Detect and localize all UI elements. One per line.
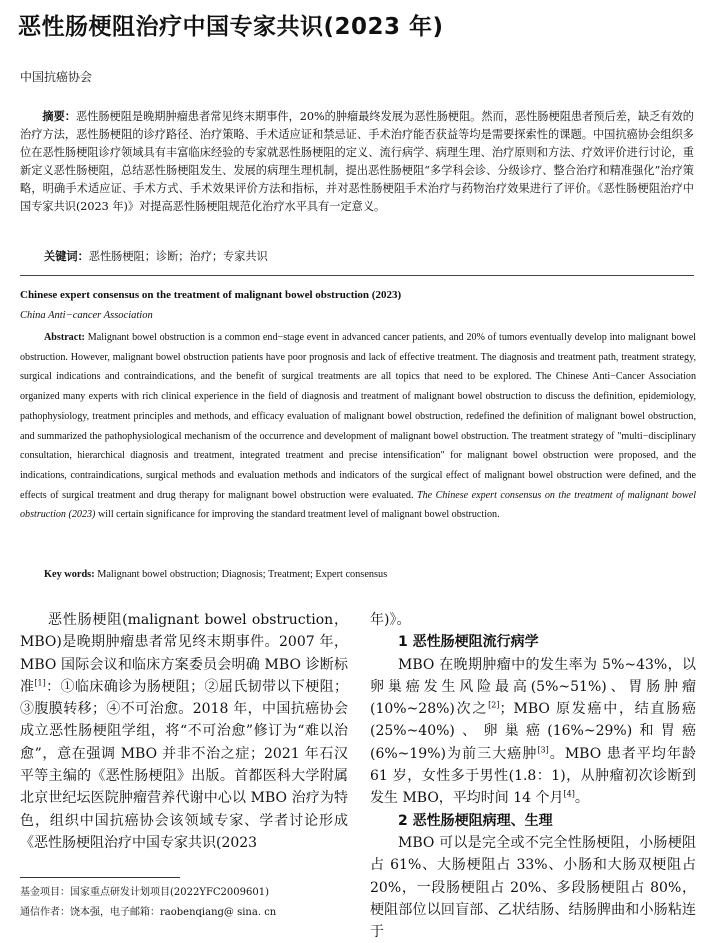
abstract-label: 摘要：: [42, 109, 76, 123]
intro-paragraph: [20, 609, 348, 854]
intro-text-a: 恶性肠梗阻(malignant bowel obstruction，MBO)是晚期肿瘤患者常见终末期事件。2007 年，MBO 国际会议和临床方案委员会明确 MBO 诊断标准: [20, 612, 348, 695]
right-column: [370, 609, 696, 943]
en-abstract-italic: The Chinese expert consensus on the treatment of malignant bowel obstruction (2023): [20, 489, 696, 521]
footnote-correspondence: 通信作者：饶本强，电子邮箱：raobenqiang@ sina. cn: [20, 907, 277, 918]
paper-title: 恶性肠梗阻治疗中国专家共识(2023 年): [18, 14, 444, 40]
citation-ref[interactable]: [4]: [563, 789, 575, 799]
section-heading-1: 1 恶性肠梗阻流行病学: [398, 634, 539, 651]
pathology-paragraph: MBO 可以是完全或不完全性肠梗阻，小肠梗阻占 61%、大肠梗阻占 33%、小肠和大肠双梗阻占 20%，一段肠梗阻占 20%、多段肠梗阻占 80%，梗阻部位以回盲部、乙状结肠、结肠脾曲和小肠粘连于: [370, 834, 696, 941]
english-keywords: [44, 569, 387, 580]
en-abstract-text: Malignant bowel obstruction is a common end−stage event in advanced cancer patients, and 20% of tumors eventually develop into malignant bowel obstruction. However, malignant bowel obstruction patients have poor prognosis and lack of effective treatment. The diagnosis and treatment path, treatment strategy, surgical indications and contraindications, and the benefit of surgical treatments are all topics that need to be explored. The Chinese Anti−Cancer Association organized many experts with rich clinical experience in the field of diagnosis and treatment of malignant bowel obstruction to discuss the definition, epidemiology, pathophysiology, treatment principles and methods, and efficacy evaluation of malignant bowel obstruction, redefined the definition of malignant bowel obstruction, and summarized the pathophysiological mechanism of the occurrence and development of malignant bowel obstruction. The treatment strategy of "multi−disciplinary consultation, hierarchical diagnosis and treatment, integrated treatment and precise intensification" for malignant bowel obstruction were proposed, and the indications, contraindications, surgical methods and evaluation methods and indicators of the surgical effect of malignant bowel obstruction were defined, and the effects of surgical treatment and drug therapy for malignant bowel obstruction were evaluated.: [20, 332, 696, 501]
section-divider: [20, 275, 694, 276]
keywords-text: 恶性肠梗阻；诊断；治疗；专家共识: [88, 250, 268, 263]
continued-text: 年)》。: [370, 612, 411, 628]
en-abstract-tail: will certain significance for improving the standard treatment level of malignant bowel obstruction.: [95, 509, 500, 521]
en-keywords-text: Malignant bowel obstruction; Diagnosis; Treatment; Expert consensus: [97, 569, 388, 580]
en-keywords-label: Key words:: [44, 569, 95, 580]
chinese-keywords: [44, 248, 684, 264]
english-abstract: [20, 328, 696, 525]
citation-ref[interactable]: [2]: [488, 700, 500, 710]
epi-text-a: MBO 在晚期肿瘤中的发生率为 5%~43%，以卵巢癌发生风险最高(5%~51%)、胃肠肿瘤(10%~28%)次之: [370, 656, 696, 718]
left-column: [20, 609, 348, 854]
epi-text-c: 。MBO 患者平均年龄 61 岁，女性多于男性(1.8：1)，从肿瘤初次诊断到发生 MBO，平均时间 14 个月: [370, 745, 697, 807]
author-org: 中国抗癌协会: [20, 70, 93, 84]
citation-ref[interactable]: [1]: [34, 678, 46, 688]
abstract-text: 恶性肠梗阻是晚期肿瘤患者常见终末期事件，20%的肿瘤最终发展为恶性肠梗阻。然而，恶性肠梗阻患者预后差，缺乏有效的治疗方法，恶性肠梗阻的诊疗路径、治疗策略、手术适应证和禁忌证、手术治疗能否获益等均是需要探索性的课题。中国抗癌协会组织多位在恶性肠梗阻诊疗领域具有丰富临床经验的专家就恶性肠梗阻的定义、流行病学、病理生理、治疗原则和方法、疗效评价进行讨论，重新定义恶性肠梗阻，总结恶性肠梗阻发生、发展的病理生理机制，提出恶性肠梗阻“多学科会诊、分级诊疗、整合治疗和精准强化”治疗策略，明确手术适应证、手术方式、手术效果评价方法和指标，并对恶性肠梗阻手术治疗与药物治疗效果进行了评价。《恶性肠梗阻治疗中国专家共识(2023 年)》对提高恶性肠梗阻规范化治疗水平具有一定意义。: [20, 110, 694, 213]
keywords-label: 关键词：: [44, 249, 89, 263]
footnote-rule: [20, 877, 180, 878]
epi-text-b: ；MBO 原发癌中，结直肠癌(25%~40%)、卵巢癌(16%~29%)和胃癌(6%~19%)为前三大癌肿: [370, 701, 697, 762]
footnote-fund: 基金项目：国家重点研发计划项目(2022YFC2009601): [20, 887, 269, 898]
epidemiology-paragraph: [370, 654, 696, 810]
english-org: China Anti−cancer Association: [20, 310, 153, 321]
chinese-abstract: [20, 107, 694, 216]
section-heading-2: 2 恶性肠梗阻病理、生理: [398, 812, 553, 829]
intro-text-b: ：①临床确诊为肠梗阻；②屈氏韧带以下梗阻；③腹膜转移；④不可治愈。2018 年，中国抗癌协会成立恶性肠梗阻学组，将“不可治愈”修订为“难以治愈”，意在强调 MBO 并非不治之症；2021 年石汉平等主编的《恶性肠梗阻》出版。首都医科大学附属北京世纪坛医院肿瘤营养代谢中心以 MBO 治疗为特色，组织中国抗癌协会该领域专家、学者讨论形成《恶性肠梗阻治疗中国专家共识(2023: [20, 678, 349, 851]
epi-text-d: 。: [574, 790, 589, 807]
citation-ref[interactable]: [3]: [537, 745, 549, 755]
en-abstract-label: Abstract:: [44, 332, 85, 343]
english-title: Chinese expert consensus on the treatment of malignant bowel obstruction (2023): [20, 289, 402, 301]
